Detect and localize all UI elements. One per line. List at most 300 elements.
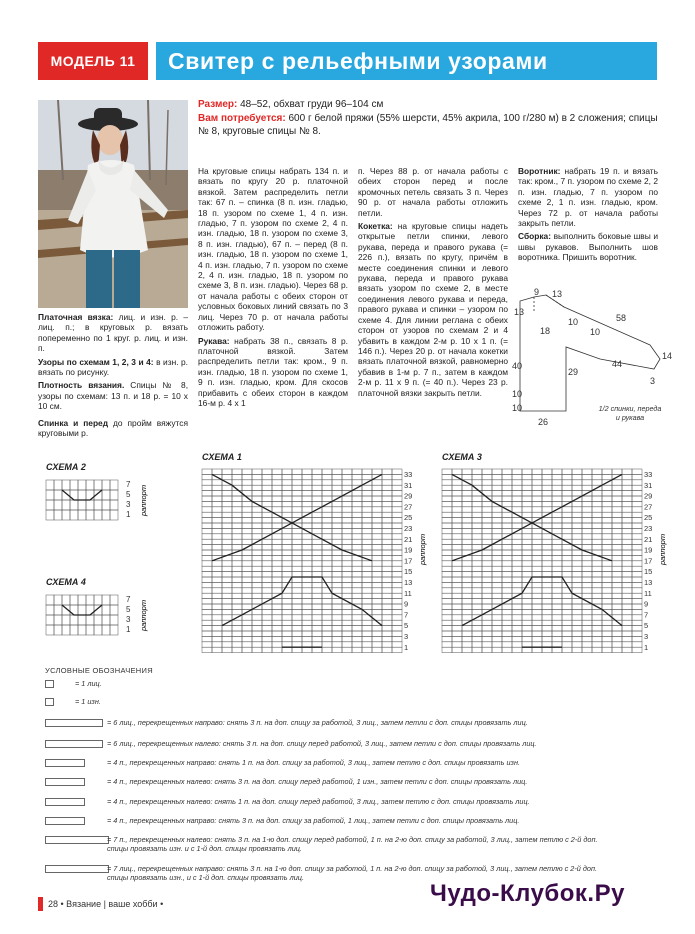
grid-cell [212, 572, 222, 577]
grid-cell [212, 609, 222, 614]
grid-cell [512, 620, 522, 625]
grid-cell [552, 518, 562, 523]
row-number: 17 [404, 556, 413, 566]
grid-cell [532, 577, 542, 582]
grid-cell [232, 545, 242, 550]
grid-cell [462, 501, 472, 506]
grid-cell [252, 518, 262, 523]
grid-cell [462, 593, 472, 598]
grid-cell [78, 480, 86, 490]
grid-cell [232, 647, 242, 652]
grid-cell [202, 577, 212, 582]
row-number: 21 [404, 534, 413, 544]
grid-cell [612, 588, 622, 593]
grid-cell [542, 534, 552, 539]
grid-cell [572, 507, 582, 512]
grid-cell [532, 599, 542, 604]
grid-cell [552, 604, 562, 609]
grid-cell [342, 518, 352, 523]
grid-cell [442, 485, 452, 490]
grid-cell [492, 593, 502, 598]
grid-cell [562, 615, 572, 620]
grid-cell [282, 561, 292, 566]
grid-cell [322, 507, 332, 512]
instructions-col-2 [358, 166, 508, 401]
grid-cell [372, 566, 382, 571]
grid-cell [362, 631, 372, 636]
grid-cell [442, 588, 452, 593]
grid-cell [312, 469, 322, 474]
watermark: Чудо-Клубок.Ру [430, 880, 625, 907]
grid-cell [612, 561, 622, 566]
grid-cell [562, 512, 572, 517]
grid-cell [392, 599, 402, 604]
grid-cell [582, 572, 592, 577]
grid-cell [262, 480, 272, 485]
grid-cell [262, 491, 272, 496]
grid-cell [462, 561, 472, 566]
grid-cell [94, 615, 102, 625]
grid-cell [472, 642, 482, 647]
grid-cell [202, 534, 212, 539]
grid-cell [352, 599, 362, 604]
grid-cell [452, 609, 462, 614]
grid-cell [392, 528, 402, 533]
grid-cell [332, 609, 342, 614]
grid-cell [512, 642, 522, 647]
grid-cell [322, 469, 332, 474]
grid-cell [482, 582, 492, 587]
grid-cell [54, 605, 62, 615]
grid-cell [632, 599, 642, 604]
grid-cell [392, 545, 402, 550]
grid-cell [202, 501, 212, 506]
materials-value: 600 г белой пряжи (55% шерсти, 45% акрила, 100 г/280 м) в 2 сложения; спицы № 8, круговые спицы № 8. [198, 112, 658, 137]
grid-cell [232, 534, 242, 539]
dim-label: 14 [662, 351, 672, 361]
grid-cell [292, 609, 302, 614]
note-label: Спинка и перед [38, 417, 109, 428]
row-number: 13 [404, 578, 413, 587]
grid-cell [462, 615, 472, 620]
grid-cell [492, 491, 502, 496]
grid-cell [292, 599, 302, 604]
grid-cell [372, 647, 382, 652]
grid-cell [222, 469, 232, 474]
grid-cell [282, 636, 292, 641]
grid-cell [212, 507, 222, 512]
grid-cell [46, 500, 54, 510]
grid-cell [272, 518, 282, 523]
grid-cell [232, 480, 242, 485]
grid-cell [342, 507, 352, 512]
grid-cell [532, 615, 542, 620]
row-number: 31 [404, 480, 413, 490]
grid-cell [502, 604, 512, 609]
grid-cell [292, 566, 302, 571]
grid-cell [312, 572, 322, 577]
grid-cell [242, 501, 252, 506]
grid-cell [302, 539, 312, 544]
grid-cell [232, 631, 242, 636]
grid-cell [322, 561, 332, 566]
grid-cell [632, 485, 642, 490]
grid-cell [552, 599, 562, 604]
grid-cell [242, 626, 252, 631]
grid-cell [302, 582, 312, 587]
grid-cell [102, 625, 110, 635]
grid-cell [462, 566, 472, 571]
grid-cell [382, 469, 392, 474]
grid-cell [242, 642, 252, 647]
grid-cell [552, 474, 562, 479]
grid-cell [242, 647, 252, 652]
grid-cell [572, 474, 582, 479]
grid-cell [382, 534, 392, 539]
grid-cell [602, 512, 612, 517]
row-number: 7 [126, 480, 131, 489]
grid-cell [322, 512, 332, 517]
grid-cell [212, 620, 222, 625]
grid-cell [372, 588, 382, 593]
grid-cell [542, 518, 552, 523]
row-number: 19 [404, 545, 413, 555]
grid-cell [70, 500, 78, 510]
grid-cell [252, 588, 262, 593]
grid-cell [552, 539, 562, 544]
grid-cell [472, 474, 482, 479]
grid-cell [562, 593, 572, 598]
grid-cell [272, 588, 282, 593]
note-text: в изн. р. вязать по рисунку. [38, 356, 189, 378]
grid-cell [562, 626, 572, 631]
grid-cell [272, 631, 282, 636]
grid-cell [512, 491, 522, 496]
grid-cell [582, 588, 592, 593]
grid-cell [582, 577, 592, 582]
grid-cell [532, 582, 542, 587]
grid-cell [502, 636, 512, 641]
grid-cell [602, 528, 612, 533]
grid-cell [312, 528, 322, 533]
grid-cell [372, 539, 382, 544]
grid-cell [202, 512, 212, 517]
grid-cell [522, 474, 532, 479]
note-text: лиц. и изн. р. – лиц. п.; в круговых р. вязать попеременно по 1 круг. р. лиц. и изн. п. [38, 312, 189, 354]
grid-cell [110, 490, 118, 500]
grid-cell [312, 545, 322, 550]
magazine-name: • Вязание | ваше хобби • [60, 899, 164, 909]
grid-cell [462, 534, 472, 539]
schema-2-title: СХЕМА 2 [46, 462, 86, 472]
grid-cell [352, 480, 362, 485]
grid-cell [502, 647, 512, 652]
grid-cell [462, 474, 472, 479]
grid-cell [282, 631, 292, 636]
grid-cell [332, 604, 342, 609]
grid-cell [272, 636, 282, 641]
grid-cell [582, 474, 592, 479]
grid-cell [522, 485, 532, 490]
legend-item [45, 758, 520, 767]
grid-cell [252, 593, 262, 598]
grid-cell [622, 647, 632, 652]
legend-item [45, 739, 537, 748]
grid-cell [312, 496, 322, 501]
grid-cell [582, 496, 592, 501]
grid-cell [522, 566, 532, 571]
grid-cell [272, 599, 282, 604]
grid-cell [552, 582, 562, 587]
grid-cell [242, 528, 252, 533]
grid-cell [352, 507, 362, 512]
row-number: 17 [644, 556, 653, 566]
grid-cell [562, 609, 572, 614]
grid-cell [582, 539, 592, 544]
grid-cell [222, 539, 232, 544]
grid-cell [332, 528, 342, 533]
grid-cell [582, 647, 592, 652]
grid-cell [262, 518, 272, 523]
grid-cell [492, 518, 502, 523]
grid-cell [312, 599, 322, 604]
grid-cell [202, 491, 212, 496]
grid-cell [382, 593, 392, 598]
grid-cell [222, 566, 232, 571]
row-number: 21 [644, 534, 653, 544]
grid-cell [322, 534, 332, 539]
grid-cell [632, 572, 642, 577]
grid-cell [282, 545, 292, 550]
grid-cell [252, 631, 262, 636]
grid-cell [502, 582, 512, 587]
legend-text: = 7 лиц., перекрещенных направо: снять 3 п. на 1-ю доп. спицу за работой, 1 п. на 2-ю доп. спицу за работой, 3 лиц., затем петлю с 2-й доп. спицы провязать изн., и с 1-й доп. спицы провязать лиц. [107, 864, 598, 882]
dim-label: 10 [568, 317, 579, 327]
grid-cell [322, 496, 332, 501]
grid-cell [502, 631, 512, 636]
grid-cell [632, 491, 642, 496]
grid-cell [382, 609, 392, 614]
grid-cell [582, 615, 592, 620]
grid-cell [332, 485, 342, 490]
grid-cell [262, 555, 272, 560]
footer [38, 897, 163, 911]
grid-cell [322, 474, 332, 479]
grid-cell [552, 523, 562, 528]
grid-cell [322, 572, 332, 577]
grid-cell [632, 523, 642, 528]
legend-text: = 4 п., перекрещенных направо: снять 1 п. на доп. спицу за работой, 3 лиц., затем петлю с доп. спицы провязать изн. [107, 758, 520, 767]
grid-cell [512, 501, 522, 506]
grid-cell [272, 491, 282, 496]
grid-cell [512, 566, 522, 571]
grid-cell [442, 631, 452, 636]
grid-cell [522, 480, 532, 485]
grid-cell [612, 555, 622, 560]
grid-cell [302, 501, 312, 506]
grid-cell [252, 485, 262, 490]
grid-cell [612, 550, 622, 555]
grid-cell [382, 604, 392, 609]
grid-cell [322, 518, 332, 523]
grid-cell [592, 572, 602, 577]
grid-cell [612, 496, 622, 501]
grid-cell [110, 480, 118, 490]
grid-cell [542, 588, 552, 593]
grid-cell [362, 582, 372, 587]
grid-cell [322, 636, 332, 641]
grid-cell [512, 582, 522, 587]
grid-cell [312, 620, 322, 625]
grid-cell [472, 577, 482, 582]
grid-cell [352, 474, 362, 479]
grid-cell [592, 626, 602, 631]
grid-cell [612, 577, 622, 582]
note-label: Узоры по схемам 1, 2, 3 и 4: [38, 356, 154, 367]
grid-cell [622, 604, 632, 609]
grid-cell [382, 539, 392, 544]
grid-cell [532, 550, 542, 555]
grid-cell [592, 528, 602, 533]
row-number: 1 [126, 510, 131, 519]
grid-cell [342, 469, 352, 474]
grid-cell [532, 609, 542, 614]
grid-cell [462, 507, 472, 512]
grid-cell [302, 496, 312, 501]
grid-cell [292, 491, 302, 496]
grid-cell [352, 582, 362, 587]
grid-cell [542, 599, 552, 604]
grid-cell [622, 636, 632, 641]
grid-cell [282, 647, 292, 652]
grid-cell [382, 561, 392, 566]
grid-cell [78, 595, 86, 605]
grid-cell [562, 636, 572, 641]
grid-cell [572, 491, 582, 496]
grid-cell [582, 631, 592, 636]
grid-cell [552, 609, 562, 614]
grid-cell [472, 507, 482, 512]
grid-cell [342, 474, 352, 479]
grid-cell [102, 510, 110, 520]
grid-cell [442, 512, 452, 517]
grid-cell [482, 528, 492, 533]
grid-cell [242, 555, 252, 560]
grid-cell [352, 501, 362, 506]
grid-cell [352, 523, 362, 528]
grid-cell [292, 474, 302, 479]
grid-cell [442, 480, 452, 485]
grid-cell [622, 599, 632, 604]
grid-cell [472, 631, 482, 636]
grid-cell [622, 501, 632, 506]
grid-cell [332, 469, 342, 474]
grid-cell [292, 528, 302, 533]
grid-cell [312, 480, 322, 485]
grid-cell [342, 534, 352, 539]
grid-cell [492, 507, 502, 512]
grid-cell [252, 561, 262, 566]
grid-cell [452, 528, 462, 533]
grid-cell [522, 593, 532, 598]
grid-cell [512, 561, 522, 566]
grid-cell [392, 604, 402, 609]
grid-cell [632, 545, 642, 550]
grid-cell [110, 595, 118, 605]
grid-cell [462, 599, 472, 604]
grid-cell [572, 609, 582, 614]
grid-cell [202, 599, 212, 604]
grid-cell [222, 642, 232, 647]
grid-cell [542, 555, 552, 560]
grid-cell [592, 539, 602, 544]
grid-cell [242, 507, 252, 512]
grid-cell [592, 647, 602, 652]
grid-cell [242, 512, 252, 517]
grid-cell [292, 539, 302, 544]
grid-cell [552, 555, 562, 560]
grid-cell [482, 593, 492, 598]
dim-label: 13 [514, 307, 525, 317]
grid-cell [232, 636, 242, 641]
grid-cell [62, 510, 70, 520]
grid-cell [222, 528, 232, 533]
grid-cell [602, 582, 612, 587]
grid-cell [78, 500, 86, 510]
grid-cell [462, 528, 472, 533]
grid-cell [332, 507, 342, 512]
grid-cell [352, 631, 362, 636]
assembly-text: выполнить боковые швы и швы рукавов. Выполнить шов воротника. Пришить воротник. [518, 231, 658, 263]
grid-cell [552, 485, 562, 490]
grid-cell [332, 561, 342, 566]
grid-cell [46, 605, 54, 615]
grid-cell [382, 620, 392, 625]
grid-cell [262, 620, 272, 625]
grid-cell [362, 469, 372, 474]
grid-cell [352, 636, 362, 641]
grid-cell [342, 588, 352, 593]
grid-cell [442, 518, 452, 523]
grid-cell [602, 631, 612, 636]
grid-cell [352, 534, 362, 539]
grid-cell [78, 605, 86, 615]
grid-cell [622, 512, 632, 517]
grid-cell [252, 647, 262, 652]
grid-cell [352, 620, 362, 625]
grid-cell [492, 588, 502, 593]
grid-cell [302, 636, 312, 641]
row-number: 1 [126, 625, 131, 634]
grid-cell [382, 566, 392, 571]
grid-cell [262, 636, 272, 641]
grid-cell [102, 480, 110, 490]
grid-cell [302, 507, 312, 512]
grid-cell [282, 642, 292, 647]
grid-cell [392, 512, 402, 517]
grid-cell [502, 550, 512, 555]
grid-cell [632, 480, 642, 485]
grid-cell [612, 636, 622, 641]
grid-cell [572, 636, 582, 641]
grid-cell [562, 604, 572, 609]
grid-cell [492, 566, 502, 571]
grid-cell [322, 566, 332, 571]
grid-cell [272, 539, 282, 544]
grid-cell [322, 480, 332, 485]
grid-cell [110, 500, 118, 510]
grid-cell [632, 615, 642, 620]
